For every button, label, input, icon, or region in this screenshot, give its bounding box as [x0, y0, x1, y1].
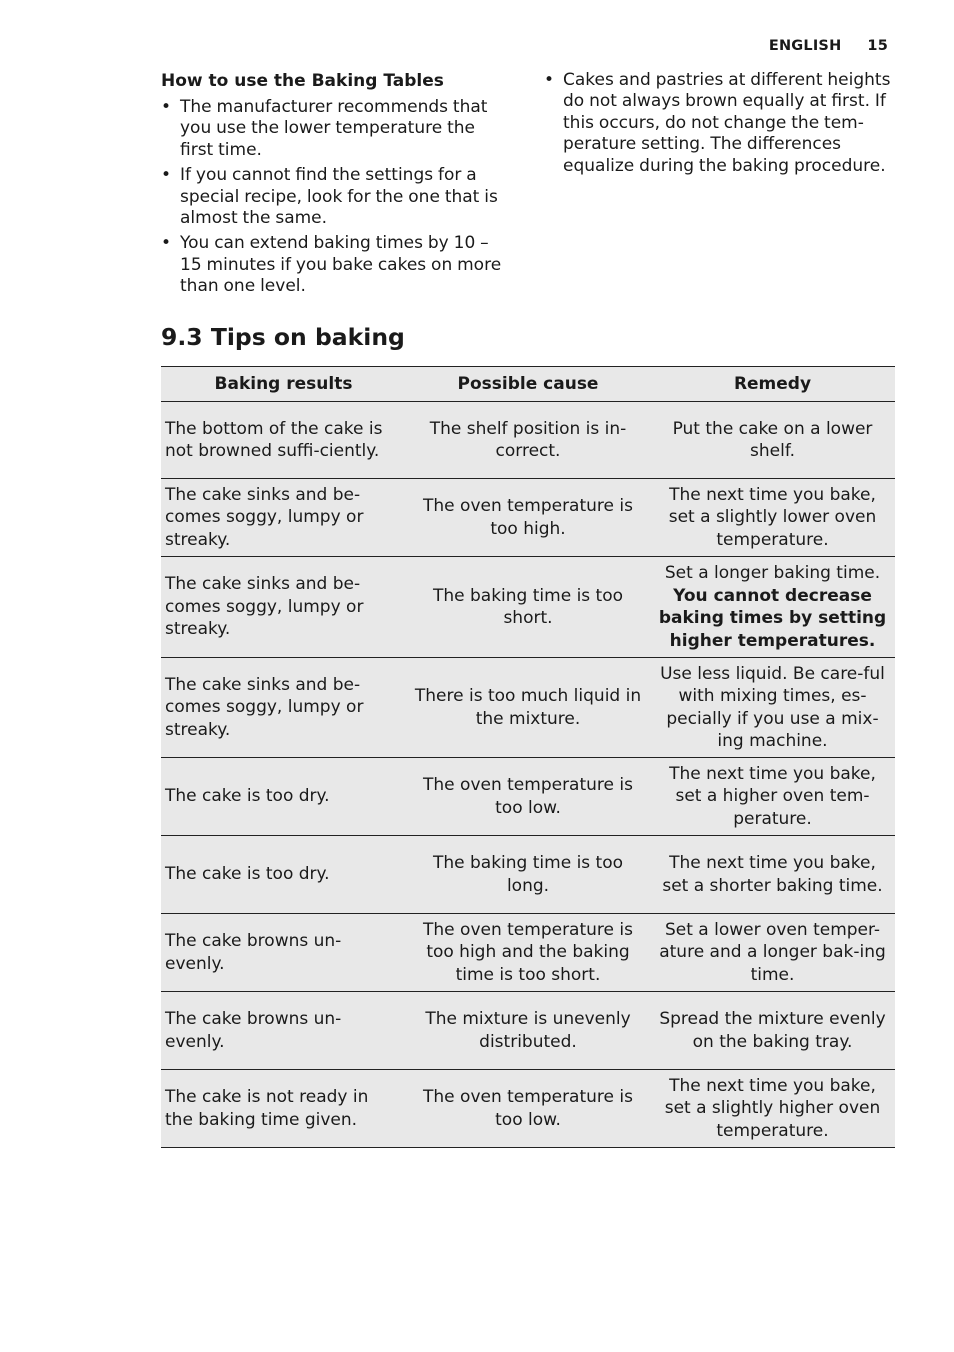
baking-result-cell: The cake is too dry.	[161, 758, 406, 836]
possible-cause-cell: The mixture is unevenly distributed.	[406, 992, 650, 1070]
page-header	[769, 38, 888, 54]
remedy-text: Set a longer baking time.	[664, 563, 881, 583]
possible-cause-cell: The oven temperature is too low.	[406, 758, 650, 836]
section-title-text: Tips on baking	[210, 323, 405, 351]
table-row	[161, 479, 895, 557]
remedy-cell	[650, 1070, 895, 1148]
table-row	[161, 992, 895, 1070]
table-row	[161, 758, 895, 836]
table-row	[161, 836, 895, 914]
baking-result-cell: The cake browns un-evenly.	[161, 914, 406, 992]
list-item: • Cakes and pastries at different heights do not always brown equally at first. If this occurs, do not change the tem-perature setting. The differences equalize during the baking procedure.	[544, 70, 896, 177]
remedy-text: Use less liquid. Be care-ful with mixing times, es-pecially if you use a mix-ing machine.	[660, 663, 885, 751]
remedy-cell	[650, 914, 895, 992]
remedy-cell	[650, 992, 895, 1070]
remedy-text: The next time you bake, set a slightly lower oven temperature.	[668, 484, 877, 550]
remedy-text: Spread the mixture evenly on the baking tray.	[659, 1009, 886, 1052]
list-item: • If you cannot find the settings for a special recipe, look for the one that is almost the same.	[161, 165, 513, 229]
possible-cause-cell: The oven temperature is too high and the baking time is too short.	[406, 914, 650, 992]
table-row	[161, 557, 895, 658]
baking-result-cell: The cake sinks and be-comes soggy, lumpy or streaky.	[161, 557, 406, 658]
left-column	[161, 70, 513, 302]
possible-cause-cell: The baking time is too long.	[406, 836, 650, 914]
remedy-cell	[650, 479, 895, 557]
right-column	[544, 70, 896, 181]
baking-tables-heading: How to use the Baking Tables	[161, 71, 444, 91]
column-header-possible-cause: Possible cause	[406, 367, 650, 402]
possible-cause-cell: The oven temperature is too high.	[406, 479, 650, 557]
remedy-cell	[650, 658, 895, 758]
page-number: 15	[867, 38, 888, 54]
table-row	[161, 1070, 895, 1148]
list-item: • You can extend baking times by 10 – 15 minutes if you bake cakes on more than one level.	[161, 233, 513, 297]
possible-cause-cell: There is too much liquid in the mixture.	[406, 658, 650, 758]
baking-tips-table	[161, 366, 895, 1148]
baking-result-cell: The bottom of the cake is not browned suffi-ciently.	[161, 402, 406, 479]
remedy-text: The next time you bake, set a slightly higher oven temperature.	[664, 1075, 881, 1141]
table-row	[161, 402, 895, 479]
baking-result-cell: The cake is too dry.	[161, 836, 406, 914]
possible-cause-cell: The shelf position is in-correct.	[406, 402, 650, 479]
language-label: ENGLISH	[768, 38, 842, 54]
remedy-text: The next time you bake, set a shorter baking time.	[662, 853, 883, 896]
baking-result-cell: The cake is not ready in the baking time given.	[161, 1070, 406, 1148]
baking-tables-list	[161, 97, 513, 298]
table-header-row	[161, 367, 895, 402]
possible-cause-cell: The baking time is too short.	[406, 557, 650, 658]
remedy-text: Set a lower oven temper-ature and a longer bak-ing time.	[659, 919, 886, 985]
section-title	[161, 322, 405, 352]
baking-notes-list	[544, 70, 896, 177]
remedy-cell	[650, 836, 895, 914]
remedy-text: The next time you bake, set a higher oven tem-perature.	[669, 763, 876, 829]
remedy-cell	[650, 758, 895, 836]
column-header-remedy: Remedy	[650, 367, 895, 402]
column-header-baking-results: Baking results	[161, 367, 406, 402]
section-number: 9.3	[161, 323, 203, 351]
table-row	[161, 914, 895, 992]
remedy-cell	[650, 557, 895, 658]
table-row	[161, 658, 895, 758]
baking-result-cell: The cake sinks and be-comes soggy, lumpy or streaky.	[161, 658, 406, 758]
remedy-warning: You cannot decrease baking times by setting higher temperatures.	[658, 585, 887, 651]
remedy-text: Put the cake on a lower shelf.	[672, 418, 873, 461]
possible-cause-cell: The oven temperature is too low.	[406, 1070, 650, 1148]
list-item: • The manufacturer recommends that you use the lower temperature the first time.	[161, 97, 513, 161]
baking-result-cell: The cake browns un-evenly.	[161, 992, 406, 1070]
remedy-cell	[650, 402, 895, 479]
baking-result-cell: The cake sinks and be-comes soggy, lumpy or streaky.	[161, 479, 406, 557]
